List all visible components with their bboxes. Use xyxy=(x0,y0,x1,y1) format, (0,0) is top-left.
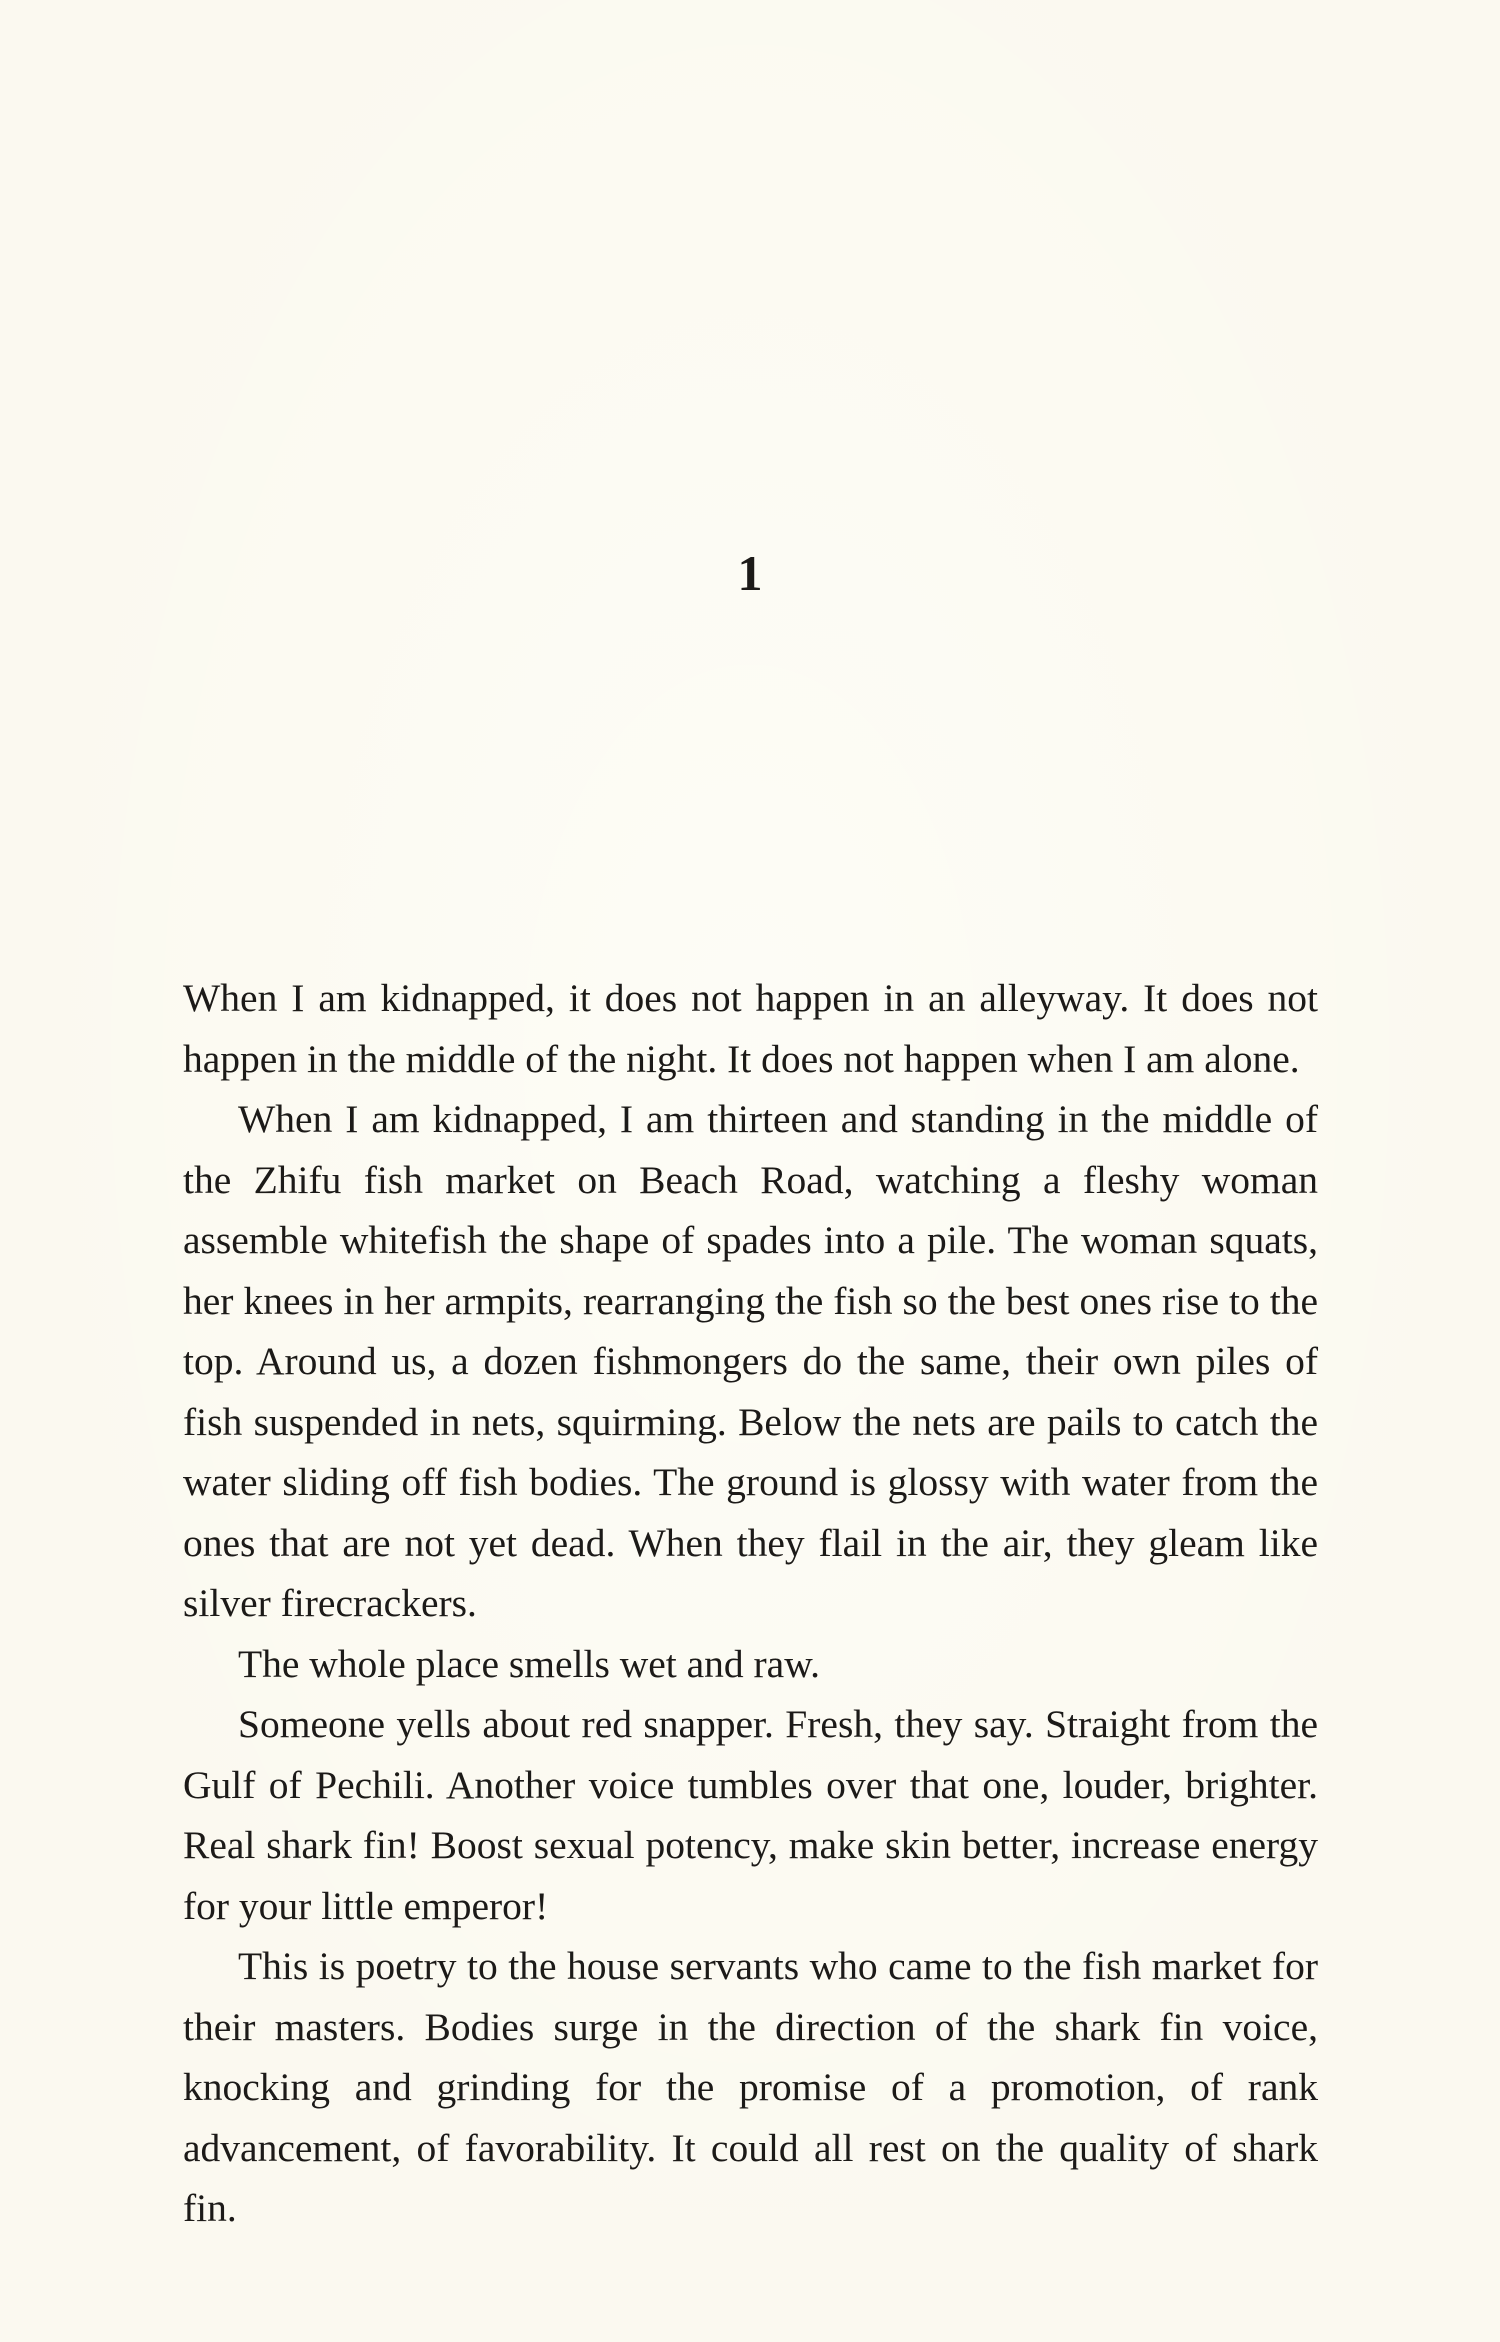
chapter-number: 1 xyxy=(737,545,763,601)
paragraph-1: When I am kidnapped, it does not happen in an alleyway. It does not happen in the middle of the night. It does not happen when I am alone. xyxy=(183,976,1318,1081)
paragraph-3: The whole place smells wet and raw. xyxy=(238,1641,821,1686)
paragraph-5: This is poetry to the house servants who came to the fish market for their masters. Bodies surge in the direction of the shark fin voice, knocking and grinding for the promise of a promotion, of rank advancement, of favorability. It could all rest on the quality of shark fin. xyxy=(183,1944,1318,2230)
chapter-body xyxy=(183,968,1318,2239)
paragraph-2: When I am kidnapped, I am thirteen and standing in the middle of the Zhifu fish market on Beach Road, watching a fleshy woman assemble whitefish the shape of spades into a pile. The woman squats, her knees in her armpits, rearranging the fish so the best ones rise to the top. Around us, a dozen fishmongers do the same, their own piles of fish suspended in nets, squirming. Below the nets are pails to catch the water sliding off fish bodies. The ground is glossy with water from the ones that are not yet dead. When they flail in the air, they gleam like silver firecrackers. xyxy=(183,1097,1318,1625)
paragraph-4: Someone yells about red snapper. Fresh, they say. Straight from the Gulf of Pechili. Another voice tumbles over that one, louder, brighter. Real shark fin! Boost sexual potency, make skin better, increase energy for your little emperor! xyxy=(183,1702,1318,1928)
